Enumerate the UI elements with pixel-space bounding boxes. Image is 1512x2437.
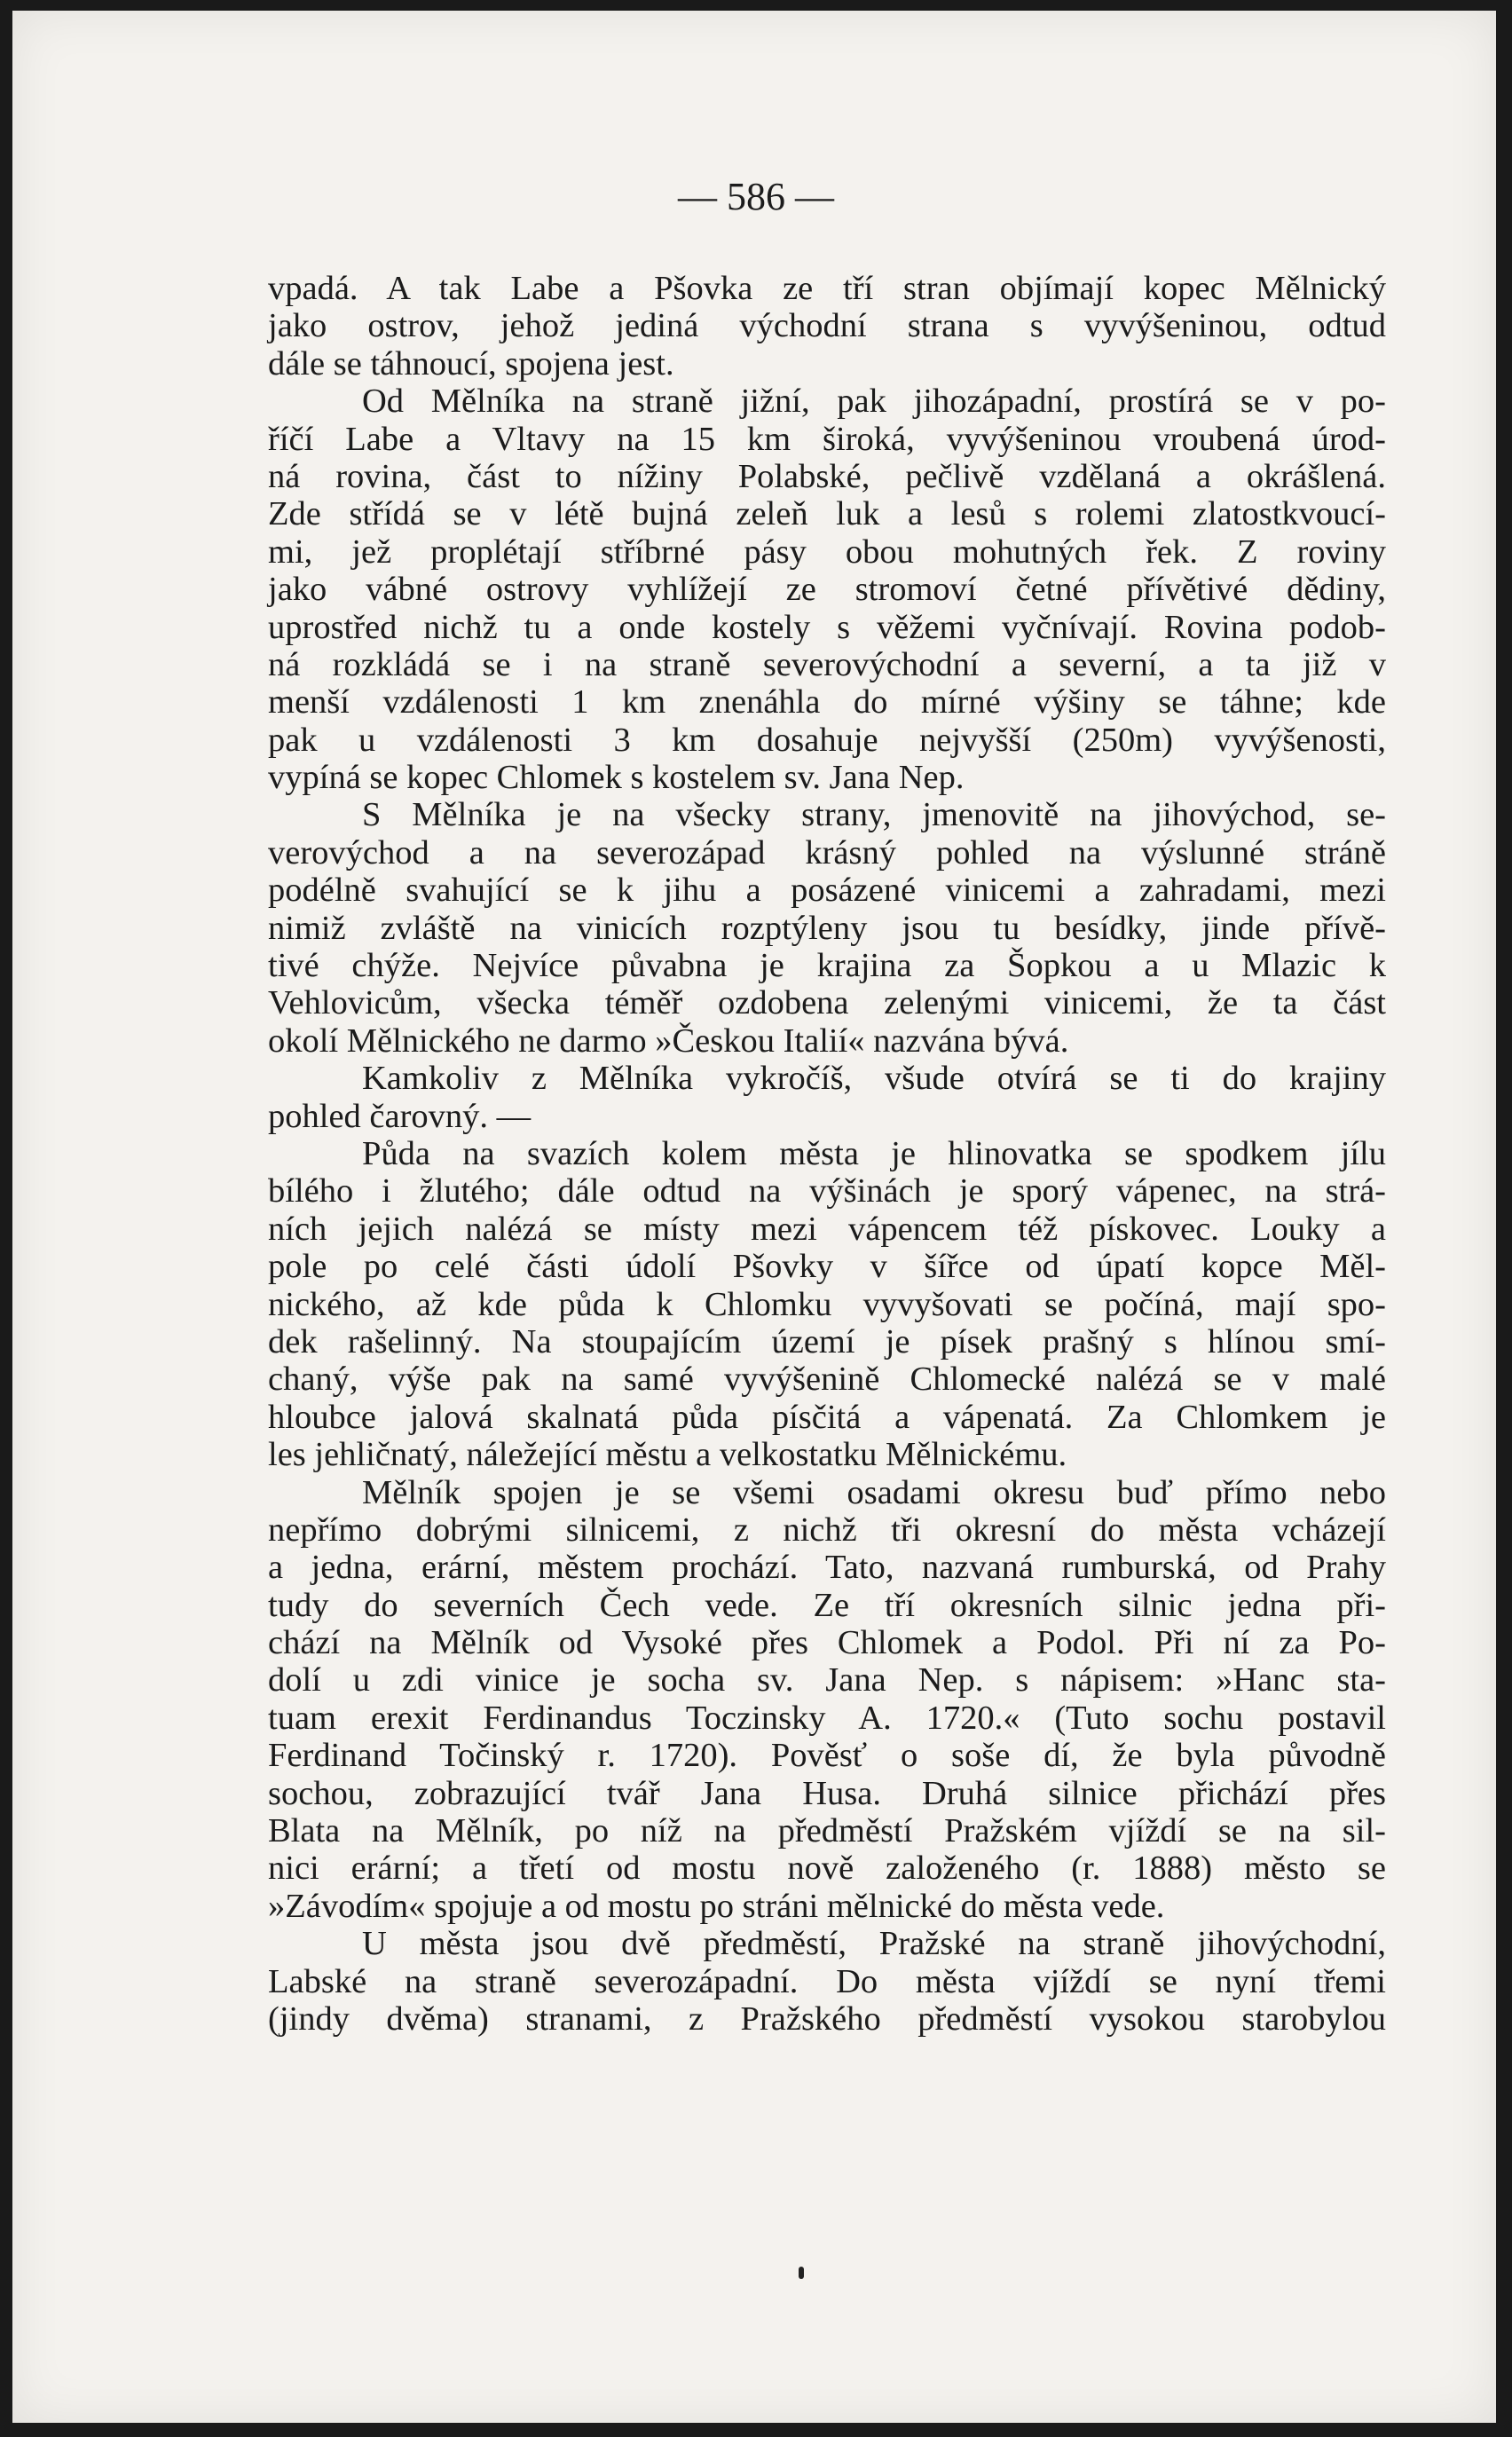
text-line: Blata na Mělník, po níž na předměstí Pražském vjíždí se na sil- [268,1812,1386,1850]
text-line: dek rašelinný. Na stoupajícím území je písek prašný s hlínou smí- [268,1322,1386,1360]
text-line: chaný, výše pak na samé vyvýšenině Chlomecké nalézá se v malé [268,1360,1386,1399]
text-line: podélně svahující se k jihu a posázené vinicemi a zahradami, mezi [268,871,1386,910]
text-line: Vehlovicům, všecka téměř ozdobena zelenými vinicemi, že ta část [268,984,1386,1022]
text-line: Půda na svazích kolem města je hlinovatka se spodkem jílu [362,1134,1386,1172]
text-line: nimiž zvláště na vinicích rozptýleny jsou tu besídky, jinde přívě- [268,909,1386,947]
text-line: verovýchod a na severozápad krásný pohled na výslunné stráně [268,833,1386,871]
text-line: jako vábné ostrovy vyhlížejí ze stromoví četné přívětivé dědiny, [268,571,1386,609]
text-line: nici erární; a třetí od mostu nově založeného (r. 1888) město se [268,1849,1386,1888]
text-line: chází na Mělník od Vysoké přes Chlomek a Podol. Při ní za Po- [268,1624,1386,1662]
text-line: Zde střídá se v létě bujná zeleň luk a lesů s rolemi zlatostkvoucí- [268,495,1386,533]
text-line: U města jsou dvě předměstí, Pražské na straně jihovýchodní, [362,1925,1386,1963]
text-line: S Mělníka je na všecky strany, jmenovitě na jihovýchod, se- [362,796,1386,834]
text-line: a jedna, erární, městem prochází. Tato, nazvaná rumburská, od Prahy [268,1549,1386,1587]
text-line: pole po celé části údolí Pšovky v šířce od úpatí kopce Měl- [268,1248,1386,1286]
text-line: Od Mělníka na straně jižní, pak jihozápadní, prostírá se v po- [362,383,1386,421]
text-line: tuam erexit Ferdinandus Toczinsky A. 1720.« (Tuto sochu postavil [268,1699,1386,1737]
text-line: ních jejich nalézá se místy mezi vápencem též pískovec. Louky a [268,1210,1386,1248]
text-line: »Závodím« spojuje a od mostu po stráni mělnické do města vede. [268,1887,1165,1925]
text-line: vypíná se kopec Chlomek s kostelem sv. Jana Nep. [268,759,965,797]
text-line: uprostřed nichž tu a onde kostely s věžemi vyčnívají. Rovina podob- [268,608,1386,646]
text-line: menší vzdálenosti 1 km znenáhla do mírné výšiny se táhne; kde [268,683,1386,722]
text-line: sochou, zobrazující tvář Jana Husa. Druhá silnice přichází přes [268,1774,1386,1812]
ink-speck [799,2267,804,2279]
text-line: pohled čarovný. — [268,1097,532,1135]
text-line: dolí u zdi vinice je socha sv. Jana Nep. s nápisem: »Hanc sta- [268,1661,1386,1700]
text-line: mi, jež proplétají stříbrné pásy obou mohutných řek. Z roviny [268,532,1386,571]
text-line: nepřímo dobrými silnicemi, z nichž tři okresní do města vcházejí [268,1510,1386,1549]
text-line: Kamkoliv z Mělníka vykročíš, všude otvírá se ti do krajiny [362,1060,1386,1098]
text-line: pak u vzdálenosti 3 km dosahuje nejvyšší (250m) vyvýšenosti, [268,721,1386,759]
text-line: hloubce jalová skalnatá půda písčitá a vápenatá. Za Chlomkem je [268,1398,1386,1436]
text-line: Ferdinand Točinský r. 1720). Pověsť o soše dí, že byla původně [268,1737,1386,1775]
text-line: říčí Labe a Vltavy na 15 km široká, vyvýšeninou vroubená úrod- [268,420,1386,458]
text-line: (jindy dvěma) stranami, z Pražského předměstí vysokou starobylou [268,1999,1386,2038]
body-text [268,270,1386,2038]
text-line: bílého i žlutého; dále odtud na výšinách je sporý vápenec, na strá- [268,1172,1386,1211]
text-line: Mělník spojen je se všemi osadami okresu buď přímo nebo [362,1473,1386,1511]
text-line: okolí Mělnického ne darmo »Českou Italií« nazvána bývá. [268,1021,1069,1060]
text-line: Labské na straně severozápadní. Do města vjíždí se nyní třemi [268,1962,1386,2000]
page-number: — 586 — [678,175,834,218]
text-line: ná rovina, část to nížiny Polabské, pečlivě vzdělaná a okrášlená. [268,457,1386,495]
text-line: nického, až kde půda k Chlomku vyvyšovati se počíná, mají spo- [268,1285,1386,1323]
text-line: jako ostrov, jehož jediná východní strana s vyvýšeninou, odtud [268,307,1386,345]
text-line: tudy do severních Čech vede. Ze tří okresních silnic jedna při- [268,1586,1386,1624]
text-line: les jehličnatý, náležející městu a velkostatku Mělnickému. [268,1436,1067,1474]
text-line: tivé chýže. Nejvíce půvabna je krajina za Šopkou a u Mlazic k [268,947,1386,985]
text-line: dále se táhnoucí, spojena jest. [268,344,674,383]
text-line: vpadá. A tak Labe a Pšovka ze tří stran objímají kopec Mělnický [268,270,1386,307]
text-line: ná rozkládá se i na straně severovýchodní a severní, a ta již v [268,645,1386,683]
